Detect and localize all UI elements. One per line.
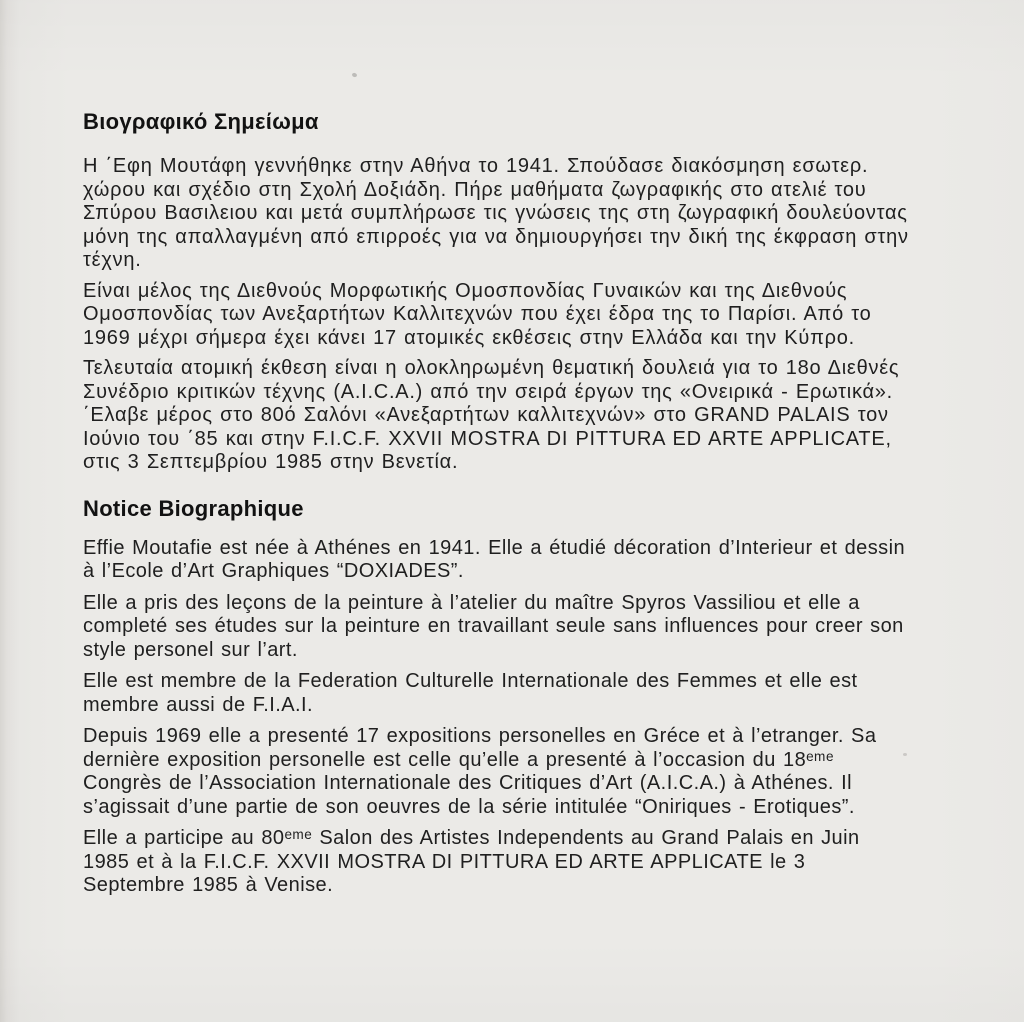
- section-french-biography: [83, 497, 913, 898]
- french-section-heading: Notice Biographique: [83, 495, 304, 521]
- section-greek-biography: [83, 110, 913, 475]
- french-paragraph-4: Depuis 1969 elle a presenté 17 expositions personelles en Gréce et à l’etranger. Sa dernière exposition personelle est celle qu’elle a presenté à l’occasion du 18ᵉᵐᵉ Congrès de l’Association Internationale des Critiques d’Art (A.I.C.A.) à Athénes. Il s’agissait d’une partie de son oeuvres de la série intitulée “Oniriques - Erotiques”.: [83, 725, 877, 818]
- dust-speck: [351, 72, 357, 77]
- french-paragraph-2: Elle a pris des leçons de la peinture à l’atelier du maître Spyros Vassiliou et elle a completé ses études sur la peinture en travaillant seule sans influences pour creer son style personel sur l’art.: [83, 591, 904, 661]
- french-paragraph-3: Elle est membre de la Federation Culturelle Internationale des Femmes et elle est membre aussi de F.I.A.I.: [83, 670, 858, 716]
- french-paragraph-5: Elle a participe au 80ᵉᵐᵉ Salon des Artistes Independents au Grand Palais en Juin 1985 et à la F.I.C.F. XXVII MOSTRA DI PITTURA ED ARTE APPLICATE le 3 Septembre 1985 à Venise.: [83, 827, 860, 896]
- dust-speck: [903, 753, 907, 756]
- french-paragraph-1: Effie Moutafie est née à Athénes en 1941. Elle a étudié décoration d’Interieur et dessin à l’Ecole d’Art Graphiques “DOXIADES”.: [83, 536, 906, 582]
- page-content: [83, 110, 913, 906]
- greek-paragraph-2: Είναι μέλος της Διεθνούς Μορφωτικής Ομοσπονδίας Γυναικών και της Διεθνούς Ομοσπονδίας των Ανεξαρτήτων Καλλιτεχνών που έχει έδρα της το Παρίσι. Από το 1969 μέχρι σήμερα έχει κάνει 17 ατομικές εκθέσεις στην Ελλάδα και την Κύπρο.: [83, 279, 872, 349]
- greek-section-heading: Βιογραφικό Σημείωμα: [83, 109, 319, 134]
- greek-paragraph-1: Η ΄Εφη Μουτάφη γεννήθηκε στην Αθήνα το 1941. Σπούδασε διακόσμηση εσωτερ. χώρου και σχέδιο στη Σχολή Δοξιάδη. Πήρε μαθήματα ζωγραφικής στο ατελιέ του Σπύρου Βασιλειου και μετά συμπλήρωσε τις γνώσεις της στη ζωγραφική δουλεύοντας μόνη της απαλλαγμένη από επιρροές για να δημιουργήσει την δική της έκφραση στην τέχνη.: [83, 155, 909, 271]
- greek-paragraph-3: Τελευταία ατομική έκθεση είναι η ολοκληρωμένη θεματική δουλειά για το 18ο Διεθνές Συνέδριο κριτικών τέχνης (A.I.C.A.) από την σειρά έργων της «Ονειρικά - Ερωτικά». ΄Ελαβε μέρος στο 80ό Σαλόνι «Ανεξαρτήτων καλλιτεχνών» στο GRAND PALAIS τον Ιούνιο του ΄85 και στην F.I.C.F. XXVII MOSTRA DI PITTURA ED ARTE APPLICATE, στις 3 Σεπτεμβρίου 1985 στην Βενετία.: [83, 357, 900, 473]
